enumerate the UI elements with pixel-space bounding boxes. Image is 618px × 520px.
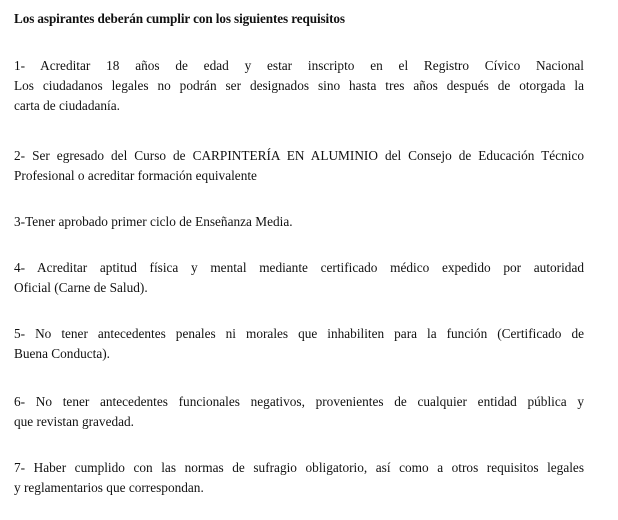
requirement-4 (14, 258, 584, 298)
requirement-2-line-1: 2- Ser egresado del Curso de CARPINTERÍA EN ALUMINIO del Consejo de Educación Técnico (14, 148, 584, 163)
document-body (14, 10, 584, 498)
requirement-7-line-1: 7- Haber cumplido con las normas de sufragio obligatorio, así como a otros requisitos legales (14, 460, 584, 475)
requirement-1 (14, 56, 584, 116)
requirement-5-line-2: Buena Conducta). (14, 346, 111, 361)
requirement-3 (14, 212, 584, 232)
requirement-6-line-1: 6- No tener antecedentes funcionales negativos, provenientes de cualquier entidad pública y (14, 394, 584, 409)
requirement-4-line-1: 4- Acreditar aptitud física y mental mediante certificado médico expedido por autoridad (14, 260, 584, 275)
requirement-6-line-2: que revistan gravedad. (14, 414, 134, 429)
requirement-5-line-1: 5- No tener antecedentes penales ni morales que inhabiliten para la función (Certificado de (14, 326, 584, 341)
requirement-2 (14, 146, 584, 186)
requirement-1-line-2: Los ciudadanos legales no podrán ser designados sino hasta tres años después de otorgada la (14, 78, 584, 93)
requirement-7-line-2: y reglamentarios que correspondan. (14, 480, 204, 495)
requirement-6 (14, 392, 584, 432)
requirement-1-line-3: carta de ciudadanía. (14, 98, 120, 113)
requirement-4-line-2: Oficial (Carne de Salud). (14, 280, 148, 295)
requirement-5 (14, 324, 584, 364)
requirement-2-line-2: Profesional o acreditar formación equivalente (14, 168, 257, 183)
requirement-1-line-1: 1- Acreditar 18 años de edad y estar inscripto en el Registro Cívico Nacional (14, 58, 584, 73)
requirement-3-line-1: 3-Tener aprobado primer ciclo de Enseñanza Media. (14, 214, 293, 229)
document-title: Los aspirantes deberán cumplir con los siguientes requisitos (14, 11, 345, 26)
requirement-7 (14, 458, 584, 498)
